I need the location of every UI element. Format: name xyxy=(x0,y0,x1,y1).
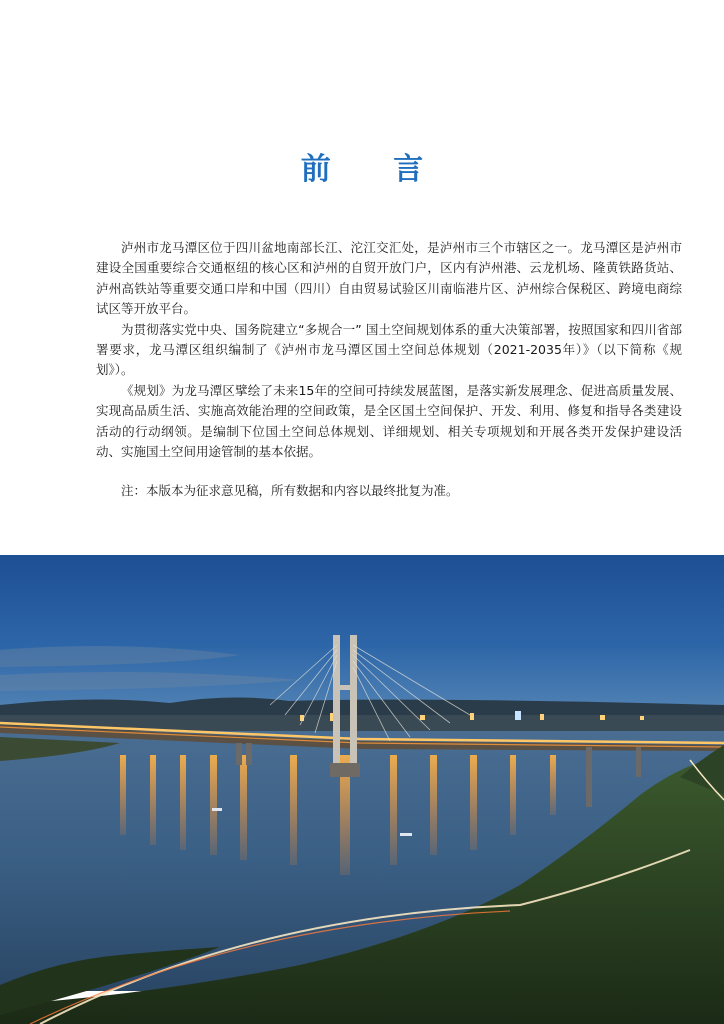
preface-paragraph-3: 《规划》为龙马潭区擘绘了未来15年的空间可持续发展蓝图，是落实新发展理念、促进高质量发展、实现高品质生活、实施高效能治理的空间政策，是全区国土空间保护、开发、利用、修复和指导各类建设活动的行动纲领。是编制下位国土空间总体规划、详细规划、相关专项规划和开展各类开发保护建设活动、实施国土空间用途管制的基本依据。 xyxy=(96,382,682,460)
preface-paragraph-2: 为贯彻落实党中央、国务院建立“多规合一” 国土空间规划体系的重大决策部署，按照国家和四川省部署要求，龙马潭区组织编制了《泸州市龙马潭区国土空间总体规划（2021-2035年）》（以下简称《规划》）。 xyxy=(96,321,682,378)
bridge-night-photo xyxy=(0,555,724,1024)
page-title: 前 言 xyxy=(300,152,450,187)
preface-paragraph-1: 泸州市龙马潭区位于四川盆地南部长江、沱江交汇处，是泸州市三个市辖区之一。龙马潭区是泸州市建设全国重要综合交通枢纽的核心区和泸州的自贸开放门户，区内有泸州港、云龙机场、隆黄铁路货站、泸州高铁站等重要交通口岸和中国（四川）自由贸易试验区川南临港片区、泸州综合保税区、跨境电商综试区等开放平台。 xyxy=(96,240,682,317)
preface-body xyxy=(96,238,682,462)
draft-note: 注：本版本为征求意见稿，所有数据和内容以最终批复为准。 xyxy=(121,483,459,498)
